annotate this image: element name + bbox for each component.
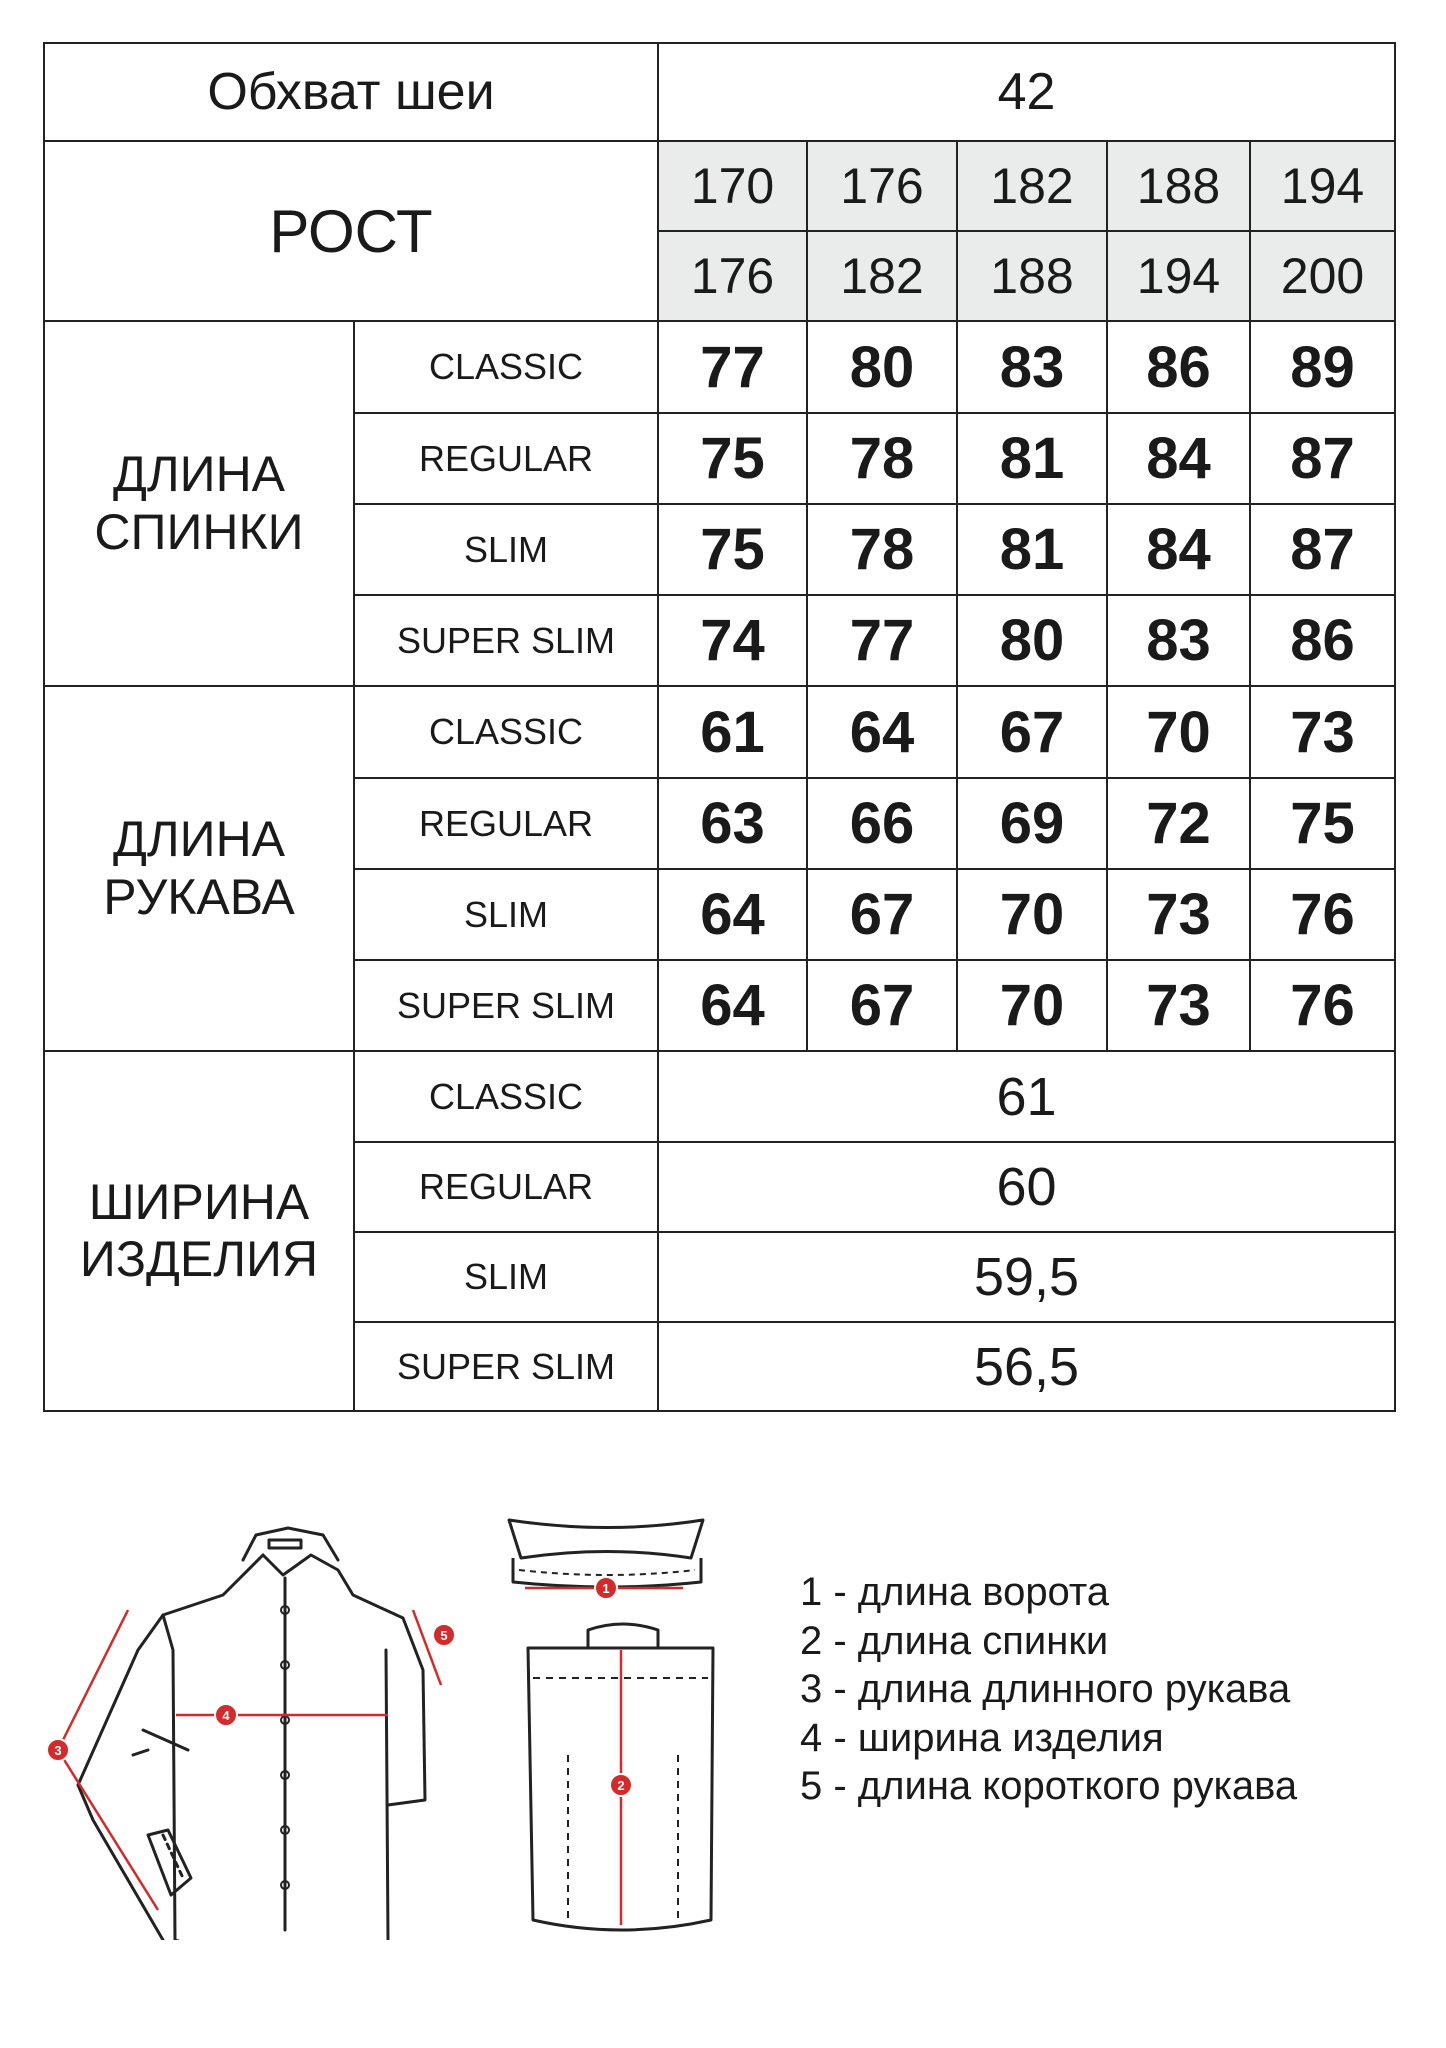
sleeve-length-value: 76 bbox=[1250, 869, 1395, 960]
back-length-value: 84 bbox=[1107, 413, 1250, 504]
legend-item: 2 - длина спинки bbox=[800, 1618, 1109, 1663]
back-length-value: 86 bbox=[1107, 321, 1250, 413]
short-sleeve-guide bbox=[413, 1610, 441, 1685]
height-from: 194 bbox=[1250, 141, 1395, 231]
sleeve-length-label-line1: ДЛИНА bbox=[112, 811, 286, 867]
sleeve-length-value: 70 bbox=[957, 960, 1107, 1051]
sleeve-length-value: 69 bbox=[957, 778, 1107, 869]
back-length-value: 86 bbox=[1250, 595, 1395, 686]
product-width-label-line1: ШИРИНА bbox=[88, 1173, 310, 1230]
height-to: 194 bbox=[1107, 231, 1250, 321]
back-length-value: 75 bbox=[658, 504, 807, 595]
height-from: 170 bbox=[658, 141, 807, 231]
back-length-value: 75 bbox=[658, 413, 807, 504]
back-length-value: 74 bbox=[658, 595, 807, 686]
sleeve-length-value: 73 bbox=[1107, 960, 1250, 1051]
fit-label: REGULAR bbox=[354, 413, 658, 504]
back-length-label-line2: СПИНКИ bbox=[94, 503, 304, 560]
sleeve-length-value: 70 bbox=[1107, 686, 1250, 778]
back-length-value: 89 bbox=[1250, 321, 1395, 413]
sleeve-length-label bbox=[44, 686, 354, 1051]
back-length-value: 84 bbox=[1107, 504, 1250, 595]
back-length-value: 83 bbox=[957, 321, 1107, 413]
sleeve-length-value: 63 bbox=[658, 778, 807, 869]
back-length-value: 81 bbox=[957, 413, 1107, 504]
sleeve-length-value: 70 bbox=[957, 869, 1107, 960]
sleeve-length-value: 66 bbox=[807, 778, 957, 869]
fit-label: SUPER SLIM bbox=[354, 960, 658, 1051]
long-sleeve-guide bbox=[58, 1610, 158, 1910]
back-length-value: 77 bbox=[658, 321, 807, 413]
product-width-label-line2: ИЗДЕЛИЯ bbox=[79, 1231, 319, 1287]
marker-2-label: 2 bbox=[617, 1778, 625, 1793]
height-to: 200 bbox=[1250, 231, 1395, 321]
sleeve-length-value: 76 bbox=[1250, 960, 1395, 1051]
marker-3-label: 3 bbox=[54, 1743, 62, 1758]
legend-item: 1 - длина ворота bbox=[800, 1570, 1110, 1614]
sleeve-length-value: 67 bbox=[807, 869, 957, 960]
back-length-value: 83 bbox=[1107, 595, 1250, 686]
sleeve-length-value: 67 bbox=[807, 960, 957, 1051]
neck-girth-value: 42 bbox=[658, 43, 1395, 141]
sleeve-length-value: 64 bbox=[658, 960, 807, 1051]
measurement-legend bbox=[800, 1568, 1297, 1811]
sleeve-length-value: 61 bbox=[658, 686, 807, 778]
height-to: 176 bbox=[658, 231, 807, 321]
fit-label: CLASSIC bbox=[354, 321, 658, 413]
height-to: 182 bbox=[807, 231, 957, 321]
height-from: 188 bbox=[1107, 141, 1250, 231]
back-length-value: 80 bbox=[957, 595, 1107, 686]
fit-label: SLIM bbox=[354, 504, 658, 595]
sleeve-length-value: 73 bbox=[1107, 869, 1250, 960]
sleeve-length-value: 72 bbox=[1107, 778, 1250, 869]
back-length-value: 77 bbox=[807, 595, 957, 686]
fit-label: CLASSIC bbox=[354, 1051, 658, 1142]
back-length-value: 78 bbox=[807, 413, 957, 504]
sleeve-length-value: 64 bbox=[807, 686, 957, 778]
marker-5-label: 5 bbox=[440, 1628, 448, 1643]
product-width-value: 61 bbox=[658, 1051, 1395, 1142]
fit-label: SLIM bbox=[354, 1232, 658, 1322]
back-length-label-line1: ДЛИНА bbox=[112, 446, 286, 502]
legend-item: 4 - ширина изделия bbox=[800, 1715, 1164, 1760]
fit-label: SUPER SLIM bbox=[354, 1322, 658, 1411]
back-length-value: 81 bbox=[957, 504, 1107, 595]
height-from: 176 bbox=[807, 141, 957, 231]
sleeve-length-value: 64 bbox=[658, 869, 807, 960]
fit-label: SUPER SLIM bbox=[354, 595, 658, 686]
product-width-value: 60 bbox=[658, 1142, 1395, 1232]
legend-item: 5 - длина короткого рукава bbox=[800, 1764, 1298, 1808]
sleeve-length-label-line2: РУКАВА bbox=[103, 868, 295, 925]
sleeve-length-value: 67 bbox=[957, 686, 1107, 778]
back-length-value: 80 bbox=[807, 321, 957, 413]
sleeve-length-value: 73 bbox=[1250, 686, 1395, 778]
back-length-label bbox=[44, 321, 354, 686]
fit-label: REGULAR bbox=[354, 1142, 658, 1232]
legend-item: 3 - длина длинного рукава bbox=[800, 1667, 1291, 1711]
product-width-value: 59,5 bbox=[658, 1232, 1395, 1322]
marker-4-label: 4 bbox=[222, 1708, 230, 1723]
marker-1-label: 1 bbox=[602, 1581, 610, 1596]
fit-label: SLIM bbox=[354, 869, 658, 960]
fit-label: REGULAR bbox=[354, 778, 658, 869]
fit-label: CLASSIC bbox=[354, 686, 658, 778]
back-length-value: 87 bbox=[1250, 504, 1395, 595]
height-label: РОСТ bbox=[44, 141, 658, 321]
height-to: 188 bbox=[957, 231, 1107, 321]
product-width-label bbox=[44, 1051, 354, 1411]
size-chart-table bbox=[43, 42, 1396, 1412]
product-width-value: 56,5 bbox=[658, 1322, 1395, 1411]
height-from: 182 bbox=[957, 141, 1107, 231]
neck-girth-label: Обхват шеи bbox=[44, 43, 658, 141]
sleeve-length-value: 75 bbox=[1250, 778, 1395, 869]
shirt-front-icon bbox=[78, 1528, 425, 1940]
back-length-value: 78 bbox=[807, 504, 957, 595]
back-length-value: 87 bbox=[1250, 413, 1395, 504]
